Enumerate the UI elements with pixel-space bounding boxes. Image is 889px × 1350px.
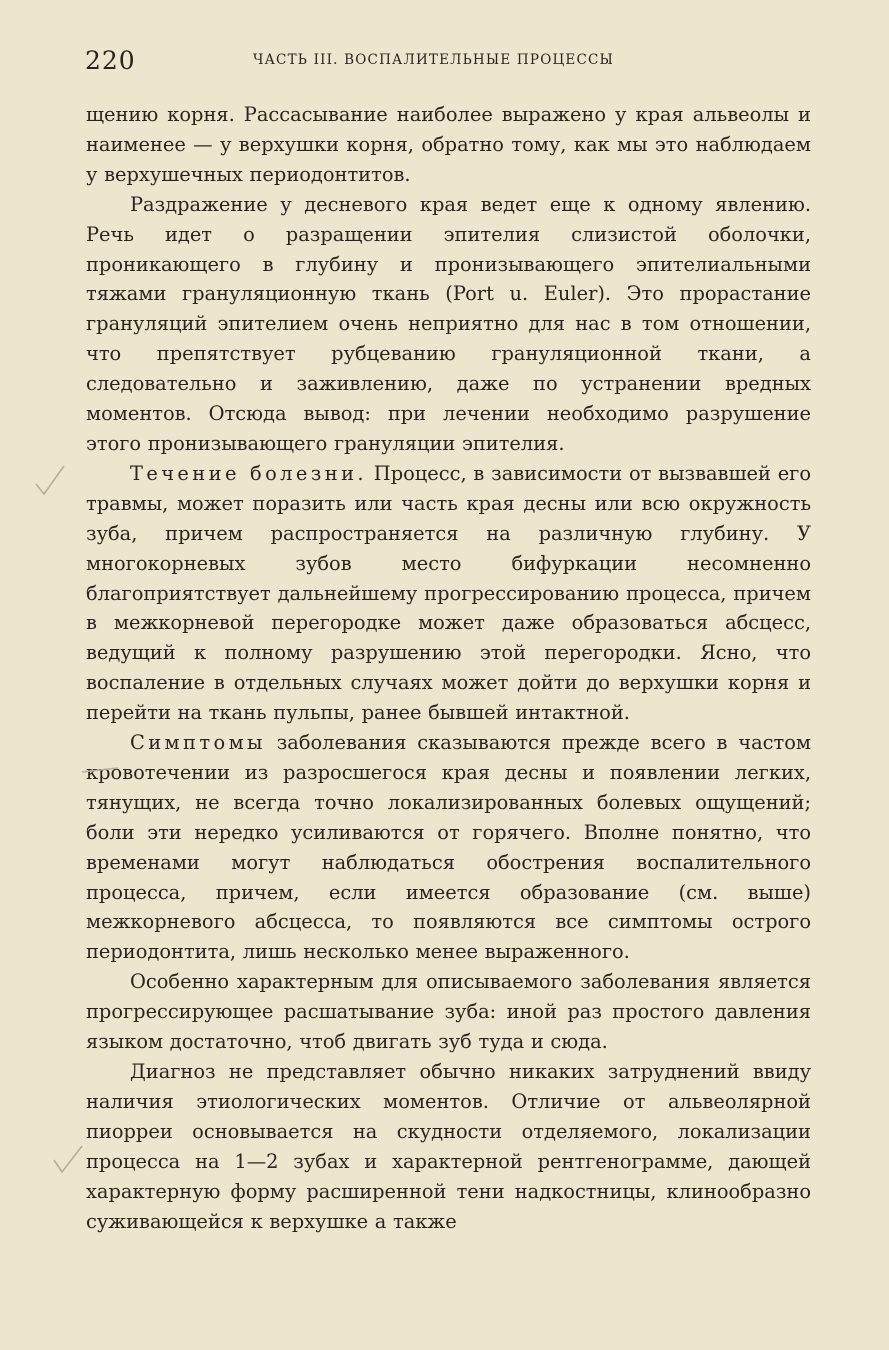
pencil-dash-mark-icon — [80, 752, 120, 792]
paragraph-2-text: Раздражение у десневого края ведет еще к одному явлению. Речь идет о разращении эпителия слизистой оболочки, проникающего в глубину и пронизывающего эпителиальными тяжами грануляционную ткань (Port u. Euler). Это прорастание грануляций эпителием очень неприятно для нас в том отношении, что препятствует рубцеванию грануляционной ткани, а следовательно и заживлению, даже по устранении вредных моментов. Отсюда вывод: при лечении необходимо разрушение этого пронизывающего грануляции эпителия. — [86, 192, 811, 455]
running-head: ЧАСТЬ III. ВОСПАЛИТЕЛЬНЫЕ ПРОЦЕССЫ — [253, 52, 615, 68]
paragraph-loosening — [86, 967, 811, 1057]
diagnosis-text: Диагноз не представляет обычно никаких затруднений ввиду наличия этиологических моментов. Отличие от альвеолярной пиорреи основывается на скудности отделяемого, локализации процесса на 1—2 зубах и характерной рентгенограмме, дающей характерную форму расширенной тени надкостницы, клинообразно суживающейся к верхушке а также — [86, 1060, 811, 1233]
paragraph-1-text: щению корня. Рассасывание наиболее выражено у края альвеолы и наименее — у верхушки корня, обратно тому, как мы это наблюдаем у верхушечных периодонтитов. — [86, 103, 811, 186]
paragraph-course — [86, 459, 811, 728]
course-text: Процесс, в зависимости от вызвавшей его травмы, может поразить или часть края десны или всю окружность зуба, причем распространяется на различную глубину. У многокорневых зубов место бифуркации несомненно благоприятствует дальнейшему прогрессированию процесса, причем в межкорневой перегородке может даже образоваться абсцесс, ведущий к полному разрушению этой перегородки. Ясно, что воспаление в отдельных случаях может дойти до верхушки корня и перейти на ткань пульпы, ранее бывшей интактной. — [86, 461, 812, 725]
pencil-check-mark-icon — [30, 462, 70, 502]
paragraph-diagnosis — [86, 1057, 811, 1236]
course-heading: Течение болезни. — [130, 461, 367, 485]
page-number: 220 — [85, 46, 136, 75]
paragraph-symptoms — [86, 728, 811, 967]
symptoms-text: заболевания сказываются прежде всего в частом кровотечении из разросшегося края десны и появлении легких, тянущих, не всегда точно локализированных болевых ощущений; боли эти нередко усиливаются от горячего. Вполне понятно, что временами могут наблюдаться обострения воспалительного процесса, причем, если имеется образование (см. выше) межкорневого абсцесса, то появляются все симптомы острого периодонтита, лишь несколько менее выраженного. — [86, 731, 811, 964]
paragraph-1 — [86, 100, 811, 190]
symptoms-heading: Симптомы — [130, 731, 266, 755]
page-header — [85, 44, 810, 84]
loosening-text: Особенно характерным для описываемого заболевания является прогрессирующее расшатывание зуба: иной раз простого давления языком достаточно, чтоб двигать зуб туда и сюда. — [86, 970, 811, 1054]
page-body — [86, 100, 811, 1236]
paragraph-2 — [86, 190, 811, 459]
pencil-check-mark-icon — [48, 1140, 88, 1180]
